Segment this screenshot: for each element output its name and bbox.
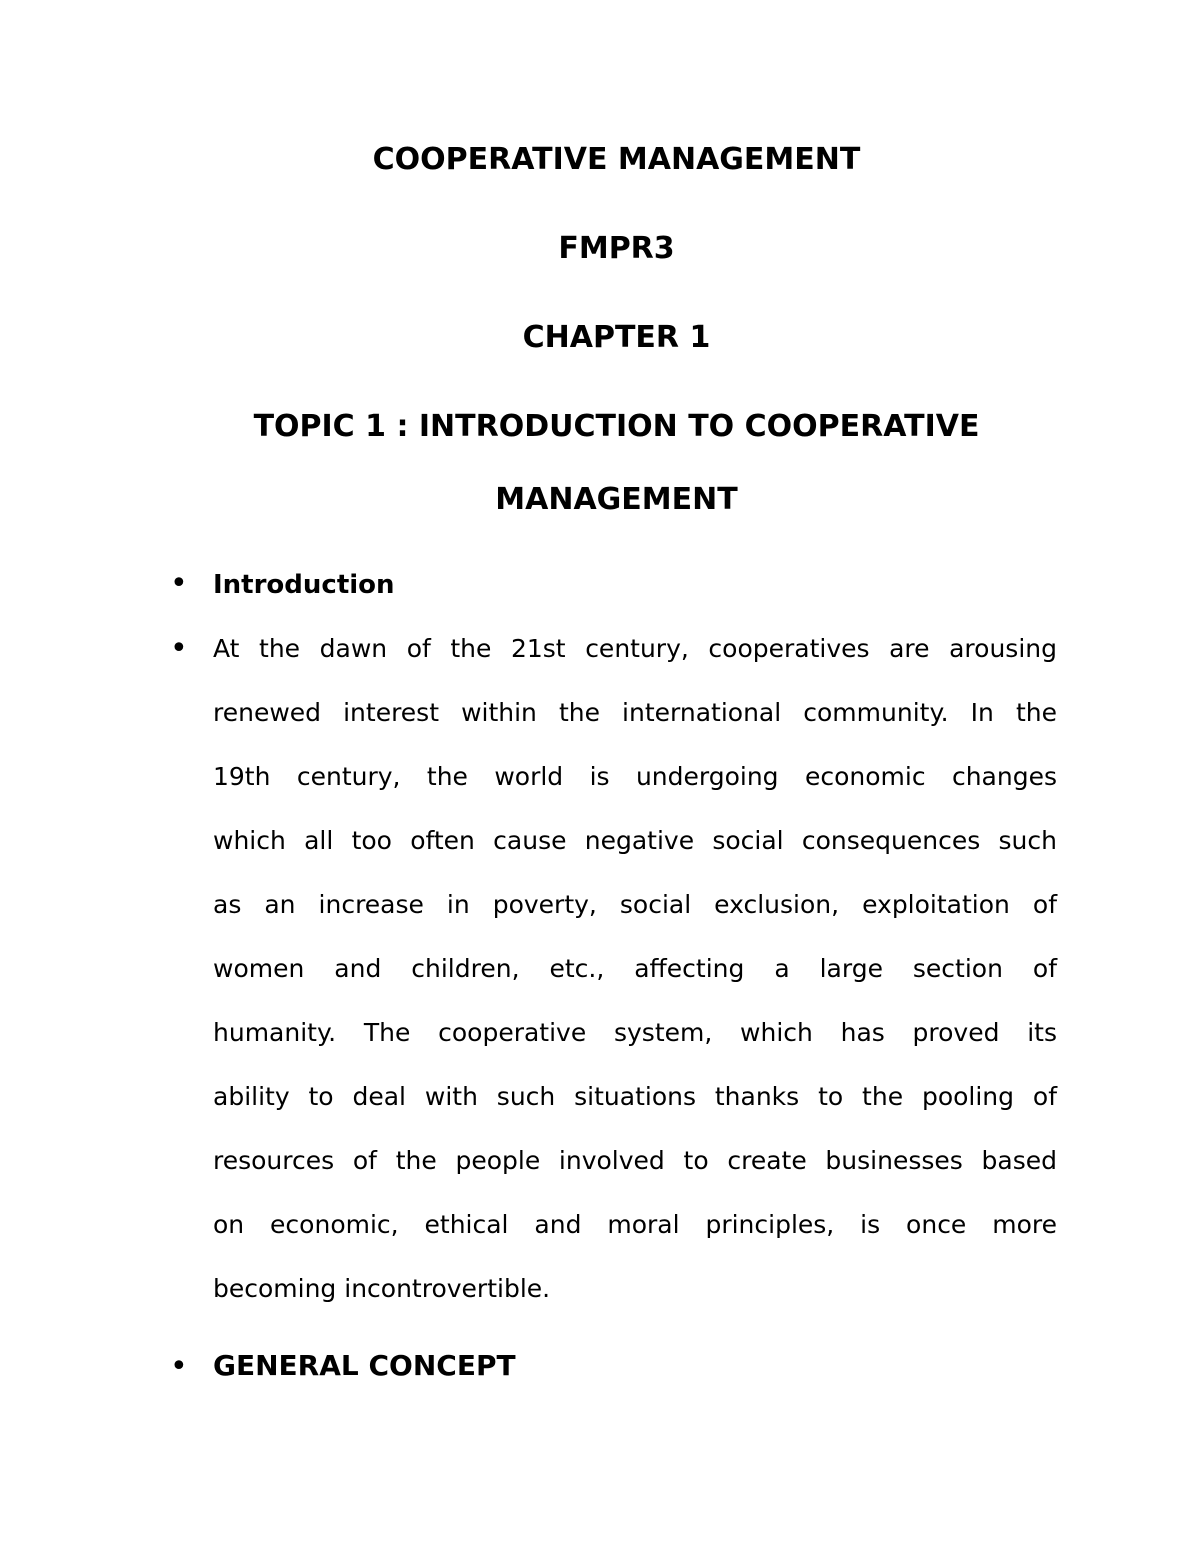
section-heading-introduction: Introduction xyxy=(213,570,395,600)
paragraph-line: which all too often cause negative social consequences such xyxy=(213,826,1057,855)
paragraph-line: resources of the people involved to create businesses based xyxy=(213,1146,1057,1175)
paragraph-line: renewed interest within the international community. In the xyxy=(213,698,1057,727)
paragraph-line: as an increase in poverty, social exclusion, exploitation of xyxy=(213,890,1057,919)
paragraph-line: women and children, etc., affecting a large section of xyxy=(213,954,1057,983)
section-heading-general-concept: GENERAL CONCEPT xyxy=(213,1349,516,1382)
topic-heading-line-2: MANAGEMENT xyxy=(495,482,738,517)
paragraph-line: on economic, ethical and moral principles, is once more xyxy=(213,1210,1057,1239)
paragraph-line: humanity. The cooperative system, which has proved its xyxy=(213,1018,1057,1047)
topic-heading-line-1: TOPIC 1 : INTRODUCTION TO COOPERATIVE xyxy=(253,409,980,444)
paragraph-line: ability to deal with such situations thanks to the pooling of xyxy=(213,1082,1057,1111)
course-code: FMPR3 xyxy=(558,231,675,266)
bullet-icon: • xyxy=(170,1349,188,1384)
bullet-icon: • xyxy=(170,566,188,601)
paragraph-line: becoming incontrovertible. xyxy=(213,1274,551,1303)
chapter-heading: CHAPTER 1 xyxy=(522,320,711,355)
bullet-icon: • xyxy=(170,631,188,666)
course-title: COOPERATIVE MANAGEMENT xyxy=(372,142,861,177)
paragraph-line: 19th century, the world is undergoing economic changes xyxy=(213,762,1057,791)
paragraph-line: At the dawn of the 21st century, cooperatives are arousing xyxy=(213,634,1057,663)
